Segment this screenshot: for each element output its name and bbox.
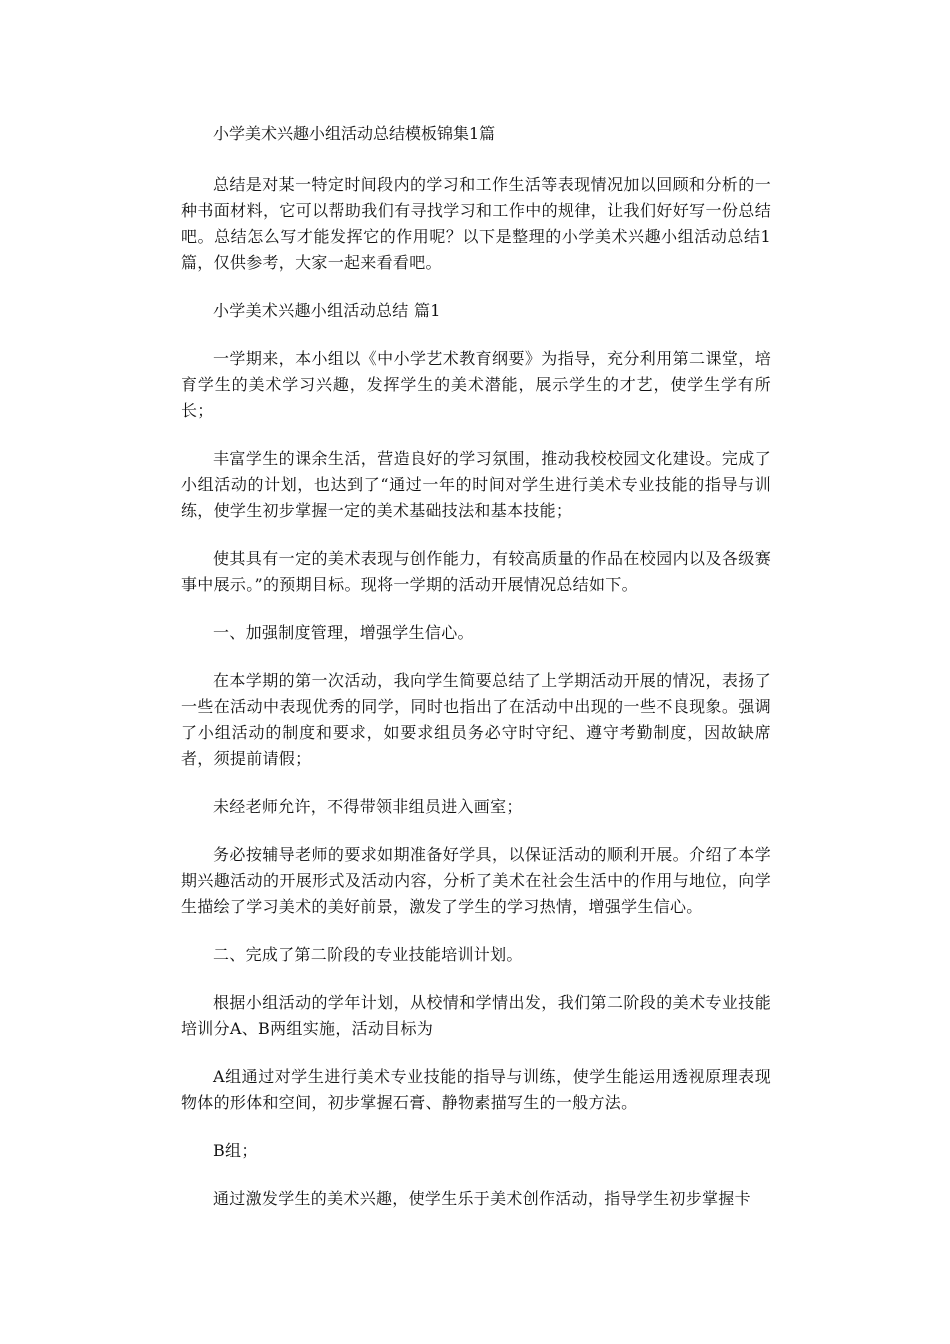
paragraph-8: A组通过对学生进行美术专业技能的指导与训练，使学生能运用透视原理表现物体的形体和空间，初步掌握石膏、静物素描写生的一般方法。 — [181, 1067, 771, 1112]
section-heading-two: 二、完成了第二阶段的专业技能培训计划。 — [213, 945, 523, 964]
paragraph-6: 务必按辅导老师的要求如期准备好学具，以保证活动的顺利开展。介绍了本学期兴趣活动的开展形式及活动内容，分析了美术在社会生活中的作用与地位，向学生描绘了学习美术的美好前景，激发了学生的学习热情，增强学生信心。 — [181, 845, 771, 916]
document-page — [181, 120, 771, 1234]
paragraph-2: 丰富学生的课余生活，营造良好的学习氛围，推动我校校园文化建设。完成了小组活动的计划，也达到了“通过一年的时间对学生进行美术专业技能的指导与训练，使学生初步掌握一定的美术基础技法和基本技能； — [181, 449, 771, 520]
paragraph-3: 使其具有一定的美术表现与创作能力，有较高质量的作品在校园内以及各级赛事中展示。”的预期目标。现将一学期的活动开展情况总结如下。 — [181, 549, 771, 594]
paragraph-4: 在本学期的第一次活动，我向学生简要总结了上学期活动开展的情况，表扬了一些在活动中表现优秀的同学，同时也指出了在活动中出现的一些不良现象。强调了小组活动的制度和要求，如要求组员务必守时守纪、遵守考勤制度，因故缺席者，须提前请假； — [181, 671, 771, 768]
document-title: 小学美术兴趣小组活动总结模板锦集1篇 — [213, 124, 496, 143]
paragraph-intro: 总结是对某一特定时间段内的学习和工作生活等表现情况加以回顾和分析的一种书面材料，它可以帮助我们有寻找学习和工作中的规律，让我们好好写一份总结吧。总结怎么写才能发挥它的作用呢？以下是整理的小学美术兴趣小组活动总结1篇，仅供参考，大家一起来看看吧。 — [181, 175, 771, 272]
paragraph-10: 通过激发学生的美术兴趣，使学生乐于美术创作活动，指导学生初步掌握卡 — [213, 1189, 751, 1208]
paragraph-7: 根据小组活动的学年计划，从校情和学情出发，我们第二阶段的美术专业技能培训分A、B两组实施，活动目标为 — [181, 993, 771, 1038]
paragraph-9: B组； — [213, 1141, 258, 1160]
paragraph-5: 未经老师允许，不得带领非组员进入画室； — [213, 797, 523, 816]
section-heading-part1: 小学美术兴趣小组活动总结 篇1 — [213, 301, 441, 320]
section-heading-one: 一、加强制度管理，增强学生信心。 — [213, 623, 474, 642]
paragraph-1: 一学期来，本小组以《中小学艺术教育纲要》为指导，充分利用第二课堂，培育学生的美术学习兴趣，发挥学生的美术潜能，展示学生的才艺，使学生学有所长； — [181, 349, 771, 420]
